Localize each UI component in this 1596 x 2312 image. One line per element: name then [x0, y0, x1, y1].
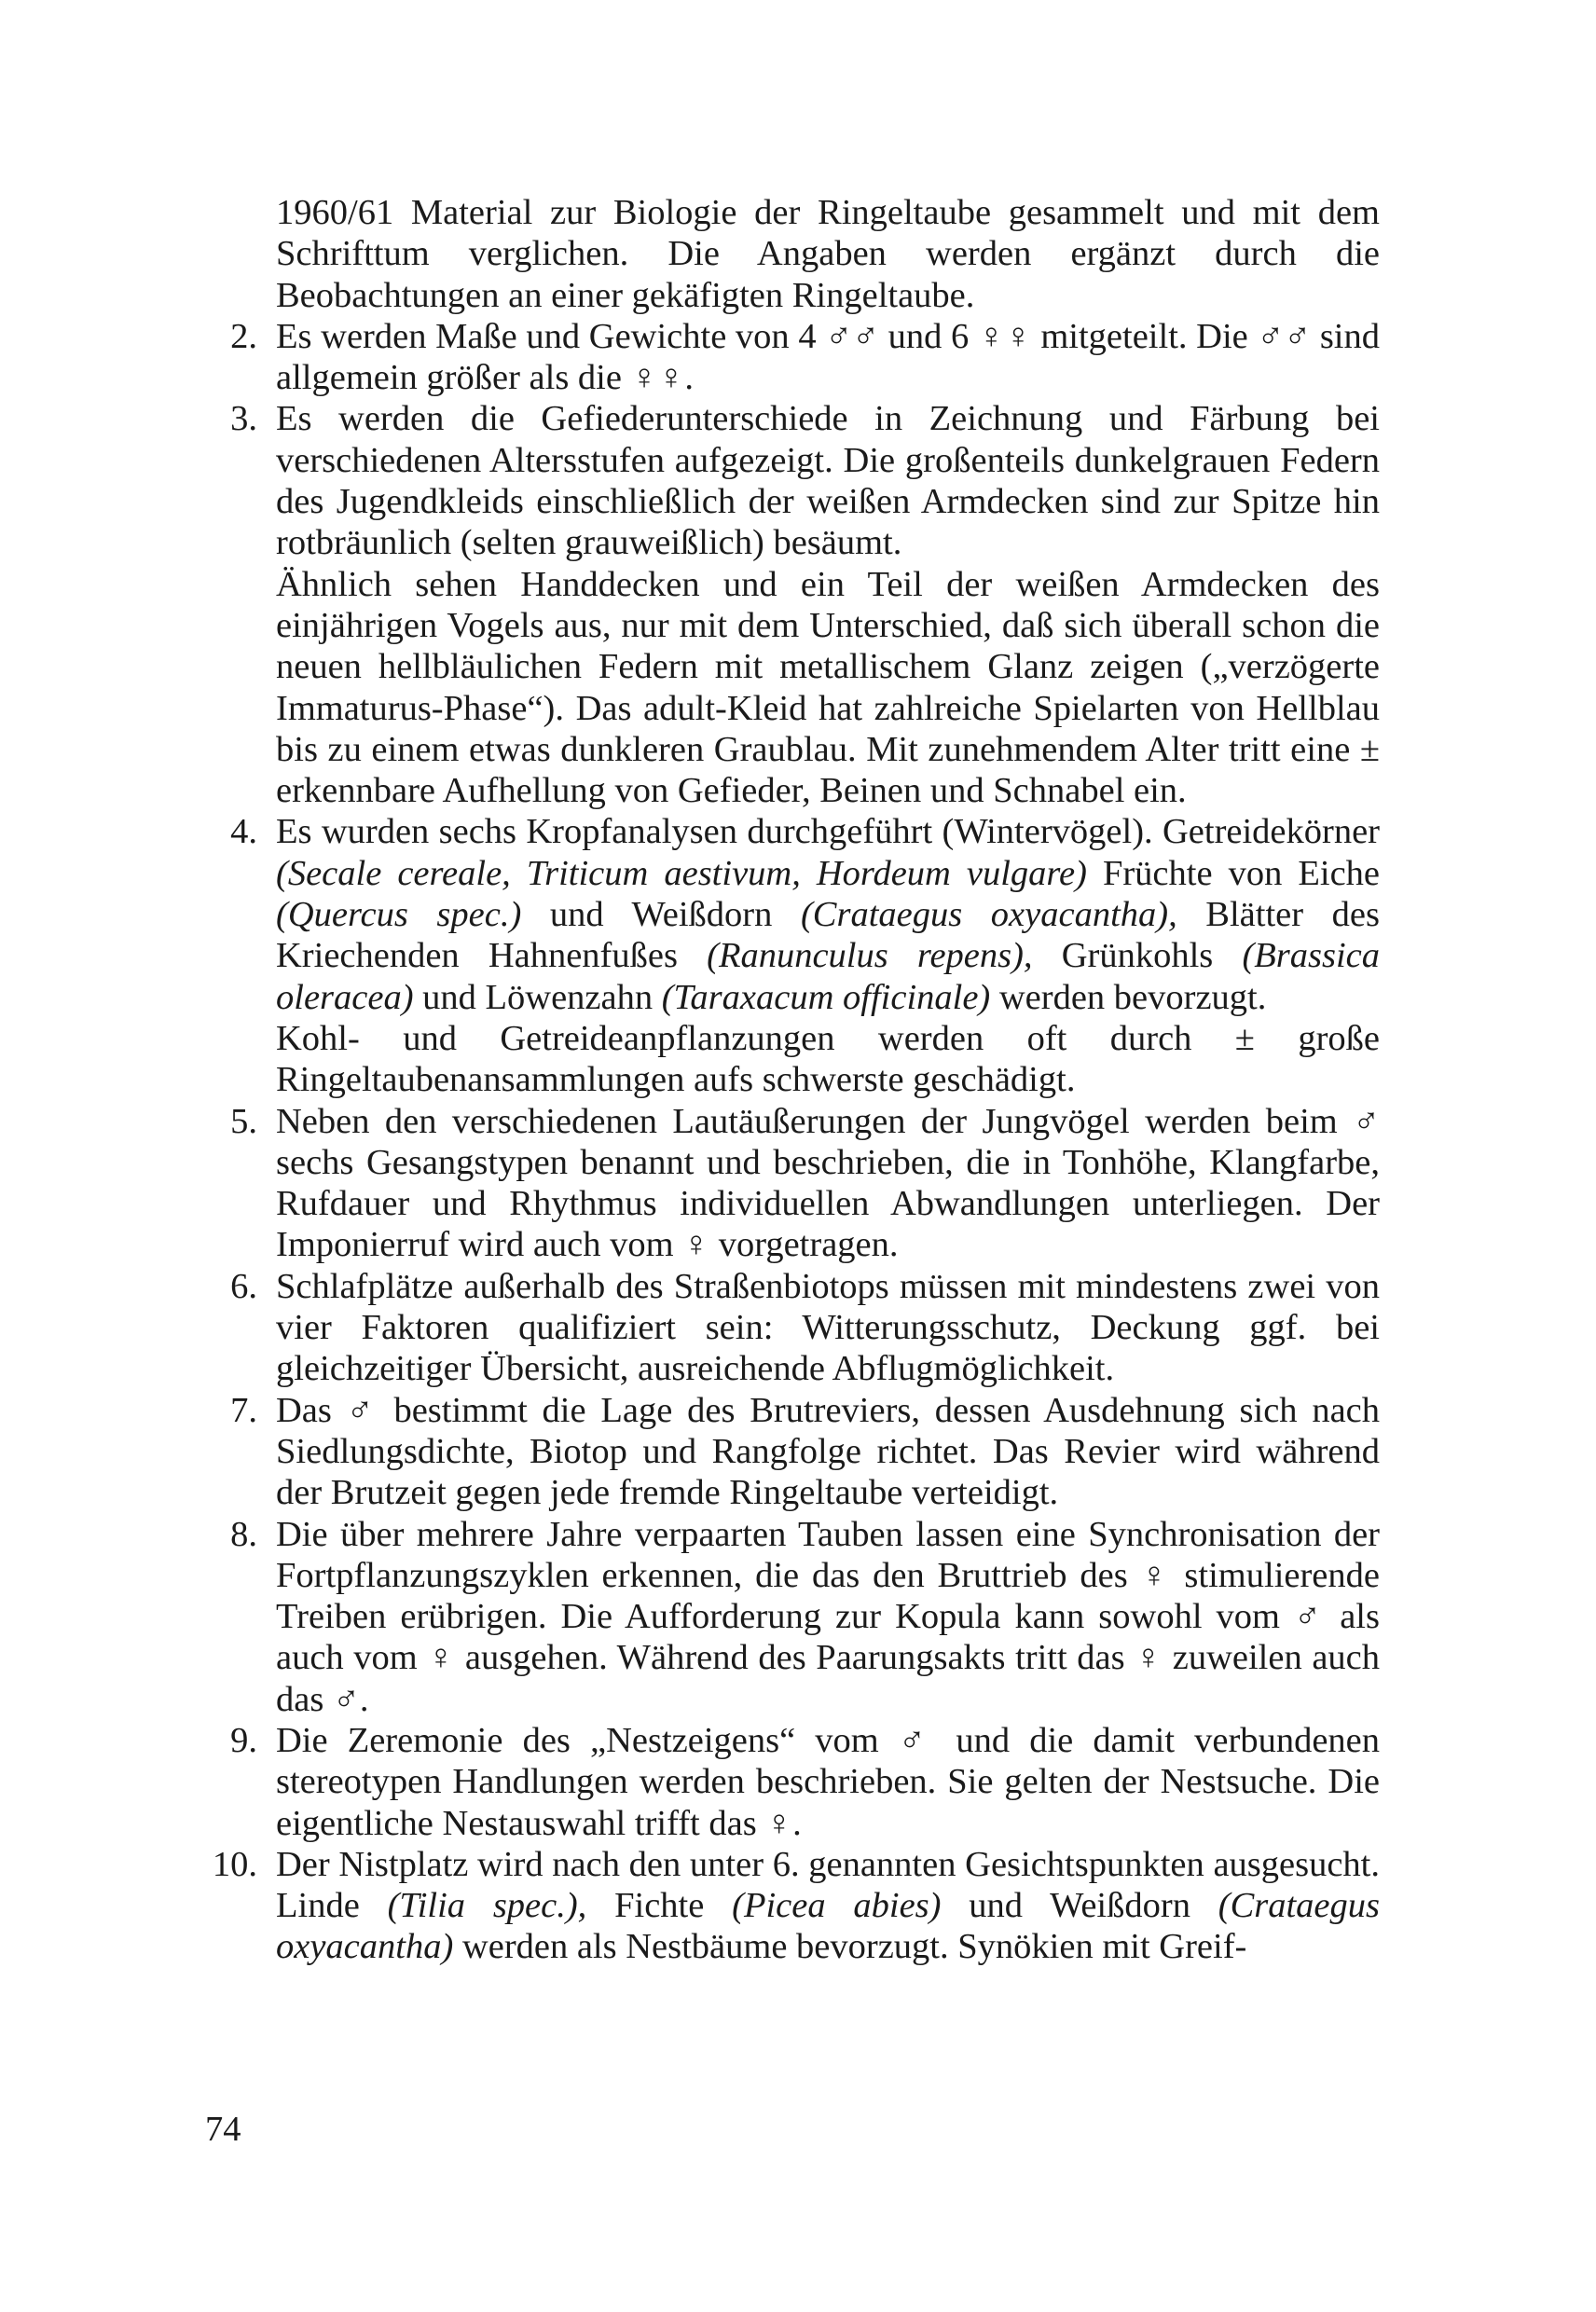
paragraph: [276, 564, 1380, 812]
text-segment: Es wurden sechs Kropfanalysen durchgeführt (Wintervögel). Getreidekörner: [276, 812, 1380, 852]
numbered-paragraph: [230, 398, 1380, 563]
text-segment: Es werden die Gefiederunterschiede in Zeichnung und Färbung bei verschiedenen Altersstufen aufgezeigt. Die großenteils dunkelgrauen Federn des Jugendkleids einschließlich der weißen Armdecken sind zur Spitze hin rotbräunlich (selten grauweißlich) besäumt.: [276, 399, 1380, 563]
text-segment: werden bevorzugt.: [990, 977, 1267, 1017]
page-number: 74: [205, 2110, 241, 2149]
italic-text-segment: (Crataegus oxyacantha),: [800, 895, 1177, 935]
text-segment: Grünkohls: [1032, 936, 1243, 976]
paragraph-number: 8.: [230, 1514, 257, 1554]
italic-text-segment: (Quercus spec.): [276, 895, 522, 935]
text-segment: Schlafplätze außerhalb des Straßenbiotops müssen mit mindestens zwei von vier Faktoren qualifiziert sein: Witterungsschutz, Deckung ggf. bei gleichzeitiger Übersicht, ausreichende Abflugmöglichkeit.: [276, 1266, 1380, 1389]
paragraph-number: 3.: [230, 399, 257, 439]
text-segment: Neben den verschiedenen Lautäußerungen der Jungvögel werden beim ♂ sechs Gesangstypen benannt und beschrieben, die in Tonhöhe, Klangfarbe, Rufdauer und Rhythmus individuellen Abwandlungen unterliegen. Der Imponierruf wird auch vom ♀ vorgetragen.: [276, 1101, 1380, 1265]
numbered-paragraph: [212, 1844, 1380, 1968]
italic-text-segment: (Tilia spec.),: [387, 1886, 587, 1926]
text-segment: Es werden Maße und Gewichte von 4 ♂♂ und 6 ♀♀ mitgeteilt. Die ♂♂ sind allgemein größer als die ♀♀.: [276, 316, 1380, 398]
text-segment: Die über mehrere Jahre verpaarten Tauben lassen eine Synchronisation der Fortpflanzungszyklen erkennen, die das den Bruttrieb des ♀ stimulierende Treiben erübrigen. Die Aufforderung zur Kopula kann sowohl vom ♂ als auch vom ♀ ausgehen. Während des Paarungsakts tritt das ♀ zuweilen auch das ♂.: [276, 1514, 1380, 1719]
body-text: [212, 192, 1381, 1968]
text-segment: und Weißdorn: [521, 895, 801, 935]
numbered-paragraph: [230, 316, 1380, 399]
text-segment: Die Zeremonie des „Nestzeigens“ vom ♂ und die damit verbundenen stereotypen Handlungen werden beschrieben. Sie gelten der Nestsuche. Die eigentliche Nestauswahl trifft das ♀.: [276, 1720, 1380, 1843]
text-segment: und Weißdorn: [941, 1886, 1218, 1926]
paragraph-number: 4.: [230, 812, 257, 852]
numbered-paragraph: [230, 1101, 1380, 1266]
text-segment: Kohl- und Getreideanpflanzungen werden oft durch ± große Ringeltaubenansammlungen aufs schwerste geschädigt.: [276, 1018, 1380, 1100]
paragraph-number: 7.: [230, 1390, 257, 1430]
numbered-paragraph: [230, 1266, 1380, 1390]
paragraph-number: 2.: [230, 316, 257, 356]
text-segment: Früchte von Eiche: [1086, 853, 1380, 893]
text-segment: Der Nistplatz wird nach den unter 6. genannten Gesichtspunkten ausgesucht. Linde: [276, 1844, 1380, 1926]
text-segment: und Löwenzahn: [413, 977, 662, 1017]
italic-text-segment: (Secale cereale, Triticum aestivum, Hordeum vulgare): [276, 853, 1087, 893]
text-segment: Blätter des Kriechenden Hahnenfußes: [276, 895, 1380, 976]
text-segment: Das ♂ bestimmt die Lage des Brutreviers, dessen Ausdehnung sich nach Siedlungsdichte, Biotop und Rangfolge richtet. Das Revier wird während der Brutzeit gegen jede fremde Ringeltaube verteidigt.: [276, 1390, 1380, 1513]
paragraph-number: 6.: [230, 1266, 257, 1306]
italic-text-segment: (Crataegus oxyacantha): [276, 1886, 1380, 1967]
numbered-paragraph: [230, 1720, 1380, 1844]
italic-text-segment: (Brassica oleracea): [276, 936, 1381, 1017]
paragraph: [276, 192, 1380, 316]
italic-text-segment: (Picea abies): [732, 1886, 942, 1926]
paragraph-number: 9.: [230, 1720, 257, 1760]
italic-text-segment: (Ranunculus repens),: [707, 936, 1033, 976]
italic-text-segment: (Taraxacum officinale): [661, 977, 991, 1017]
paragraph-number: 10.: [212, 1844, 257, 1884]
text-segment: Fichte: [586, 1886, 733, 1926]
text-segment: werden als Nestbäume bevorzugt. Synökien mit Greif-: [453, 1927, 1247, 1967]
text-segment: Ähnlich sehen Handdecken und ein Teil der weißen Armdecken des einjährigen Vogels aus, nur mit dem Unterschied, daß sich überall schon die neuen hellbläulichen Federn mit metallischem Glanz zeigen („verzögerte Immaturus-Phase“). Das adult-Kleid hat zahlreiche Spielarten von Hellblau bis zu einem etwas dunkleren Graublau. Mit zunehmendem Alter tritt eine ± erkennbare Aufhellung von Gefieder, Beinen und Schnabel ein.: [276, 564, 1380, 811]
paragraph: [276, 1018, 1380, 1101]
paragraph-number: 5.: [230, 1101, 257, 1141]
numbered-paragraph: [230, 1390, 1380, 1514]
numbered-paragraph: [230, 811, 1381, 1017]
text-segment: 1960/61 Material zur Biologie der Ringeltaube gesammelt und mit dem Schrifttum verglichen. Die Angaben werden ergänzt durch die Beobachtungen an einer gekäfigten Ringeltaube.: [276, 193, 1380, 315]
numbered-paragraph: [230, 1514, 1380, 1720]
